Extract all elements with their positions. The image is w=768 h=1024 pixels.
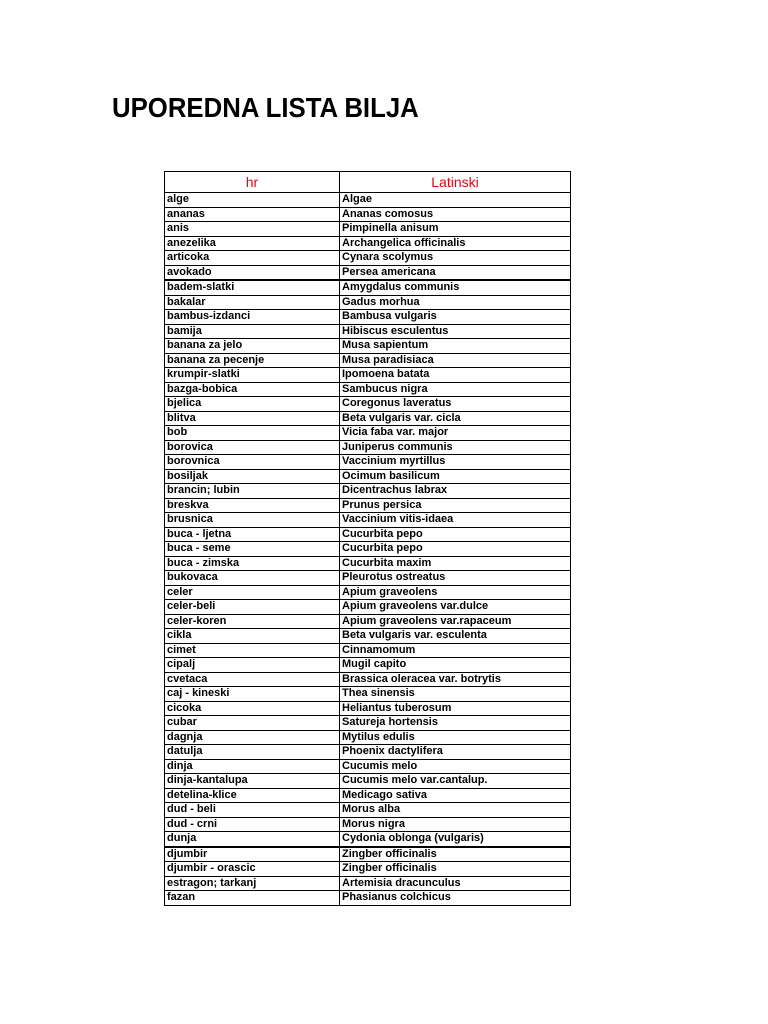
table-row <box>165 629 571 644</box>
table-row <box>165 730 571 745</box>
latin-name-cell: Hibiscus esculentus <box>340 324 571 339</box>
latin-name-cell: Bambusa vulgaris <box>340 310 571 325</box>
croatian-name-cell: bukovaca <box>165 571 340 586</box>
table-row <box>165 716 571 731</box>
croatian-name-cell: bambus-izdanci <box>165 310 340 325</box>
latin-name-cell: Ipomoena batata <box>340 368 571 383</box>
croatian-name-cell: cipalj <box>165 658 340 673</box>
latin-name-cell: Coregonus laveratus <box>340 397 571 412</box>
croatian-name-cell: krumpir-slatki <box>165 368 340 383</box>
table-row <box>165 585 571 600</box>
latin-name-cell: Cucurbita maxim <box>340 556 571 571</box>
latin-name-cell: Cucumis melo <box>340 759 571 774</box>
latin-name-cell: Beta vulgaris var. cicla <box>340 411 571 426</box>
latin-name-cell: Musa sapientum <box>340 339 571 354</box>
latin-name-cell: Sambucus nigra <box>340 382 571 397</box>
latin-name-cell: Phoenix dactylifera <box>340 745 571 760</box>
table-row <box>165 193 571 208</box>
table-row <box>165 556 571 571</box>
latin-name-cell: Musa paradisiaca <box>340 353 571 368</box>
latin-name-cell: Apium graveolens <box>340 585 571 600</box>
croatian-name-cell: djumbir - orascic <box>165 862 340 877</box>
croatian-name-cell: buca - zimska <box>165 556 340 571</box>
table-row <box>165 513 571 528</box>
table-row <box>165 280 571 295</box>
croatian-name-cell: celer <box>165 585 340 600</box>
croatian-name-cell: borovica <box>165 440 340 455</box>
croatian-name-cell: fazan <box>165 891 340 906</box>
table-row <box>165 759 571 774</box>
latin-name-cell: Cynara scolymus <box>340 251 571 266</box>
table-row <box>165 339 571 354</box>
table-row <box>165 876 571 891</box>
croatian-name-cell: cicoka <box>165 701 340 716</box>
latin-name-cell: Dicentrachus labrax <box>340 484 571 499</box>
croatian-name-cell: brancin; lubin <box>165 484 340 499</box>
croatian-name-cell: caj - kineski <box>165 687 340 702</box>
latin-name-cell: Mugil capito <box>340 658 571 673</box>
table-row <box>165 469 571 484</box>
table-row <box>165 542 571 557</box>
table-row <box>165 745 571 760</box>
latin-name-cell: Ocimum basilicum <box>340 469 571 484</box>
latin-name-cell: Brassica oleracea var. botrytis <box>340 672 571 687</box>
croatian-name-cell: djumbir <box>165 847 340 862</box>
latin-name-cell: Amygdalus communis <box>340 280 571 295</box>
croatian-name-cell: avokado <box>165 265 340 280</box>
table-row <box>165 891 571 906</box>
latin-name-cell: Pimpinella anisum <box>340 222 571 237</box>
latin-name-cell: Apium graveolens var.rapaceum <box>340 614 571 629</box>
croatian-name-cell: dinja <box>165 759 340 774</box>
croatian-name-cell: datulja <box>165 745 340 760</box>
croatian-name-cell: dunja <box>165 832 340 847</box>
table-row <box>165 527 571 542</box>
croatian-name-cell: buca - seme <box>165 542 340 557</box>
latin-name-cell: Cucumis melo var.cantalup. <box>340 774 571 789</box>
croatian-name-cell: cimet <box>165 643 340 658</box>
croatian-name-cell: bob <box>165 426 340 441</box>
croatian-name-cell: bakalar <box>165 295 340 310</box>
croatian-name-cell: buca - ljetna <box>165 527 340 542</box>
table-row <box>165 701 571 716</box>
latin-name-cell: Cucurbita pepo <box>340 527 571 542</box>
latin-name-cell: Satureja hortensis <box>340 716 571 731</box>
croatian-name-cell: estragon; tarkanj <box>165 876 340 891</box>
table-row <box>165 368 571 383</box>
latin-name-cell: Cydonia oblonga (vulgaris) <box>340 832 571 847</box>
table-row <box>165 788 571 803</box>
table-row <box>165 310 571 325</box>
column-header-hr: hr <box>165 172 340 193</box>
croatian-name-cell: articoka <box>165 251 340 266</box>
latin-name-cell: Juniperus communis <box>340 440 571 455</box>
croatian-name-cell: cvetaca <box>165 672 340 687</box>
croatian-name-cell: dagnja <box>165 730 340 745</box>
latin-name-cell: Ananas comosus <box>340 207 571 222</box>
table-row <box>165 658 571 673</box>
croatian-name-cell: anezelika <box>165 236 340 251</box>
column-header-latinski: Latinski <box>340 172 571 193</box>
croatian-name-cell: bamija <box>165 324 340 339</box>
latin-name-cell: Apium graveolens var.dulce <box>340 600 571 615</box>
table-row <box>165 265 571 280</box>
latin-name-cell: Mytilus edulis <box>340 730 571 745</box>
croatian-name-cell: bosiljak <box>165 469 340 484</box>
table-row <box>165 817 571 832</box>
page-title: UPOREDNA LISTA BILJA <box>112 92 419 123</box>
latin-name-cell: Zingber officinalis <box>340 862 571 877</box>
croatian-name-cell: badem-slatki <box>165 280 340 295</box>
table-row <box>165 324 571 339</box>
latin-name-cell: Zingber officinalis <box>340 847 571 862</box>
latin-name-cell: Cucurbita pepo <box>340 542 571 557</box>
croatian-name-cell: banana za jelo <box>165 339 340 354</box>
croatian-name-cell: blitva <box>165 411 340 426</box>
croatian-name-cell: borovnica <box>165 455 340 470</box>
table-row <box>165 353 571 368</box>
table-row <box>165 774 571 789</box>
latin-name-cell: Algae <box>340 193 571 208</box>
croatian-name-cell: brusnica <box>165 513 340 528</box>
table-row <box>165 207 571 222</box>
latin-name-cell: Prunus persica <box>340 498 571 513</box>
latin-name-cell: Vaccinium myrtillus <box>340 455 571 470</box>
croatian-name-cell: detelina-klice <box>165 788 340 803</box>
croatian-name-cell: anis <box>165 222 340 237</box>
latin-name-cell: Vicia faba var. major <box>340 426 571 441</box>
latin-name-cell: Beta vulgaris var. esculenta <box>340 629 571 644</box>
latin-name-cell: Phasianus colchicus <box>340 891 571 906</box>
croatian-name-cell: ananas <box>165 207 340 222</box>
table-row <box>165 236 571 251</box>
table-row <box>165 295 571 310</box>
table-row <box>165 426 571 441</box>
table-row <box>165 498 571 513</box>
croatian-name-cell: celer-koren <box>165 614 340 629</box>
table-row <box>165 803 571 818</box>
croatian-name-cell: bjelica <box>165 397 340 412</box>
table-row <box>165 571 571 586</box>
table-row <box>165 411 571 426</box>
latin-name-cell: Medicago sativa <box>340 788 571 803</box>
croatian-name-cell: bazga-bobica <box>165 382 340 397</box>
croatian-name-cell: banana za pecenje <box>165 353 340 368</box>
latin-name-cell: Vaccinium vitis-idaea <box>340 513 571 528</box>
croatian-name-cell: dinja-kantalupa <box>165 774 340 789</box>
table-row <box>165 687 571 702</box>
table-header-row <box>165 172 571 193</box>
table-row <box>165 484 571 499</box>
latin-name-cell: Pleurotus ostreatus <box>340 571 571 586</box>
croatian-name-cell: alge <box>165 193 340 208</box>
latin-name-cell: Gadus morhua <box>340 295 571 310</box>
latin-name-cell: Archangelica officinalis <box>340 236 571 251</box>
table-row <box>165 847 571 862</box>
table-body <box>165 193 571 906</box>
table-row <box>165 862 571 877</box>
croatian-name-cell: dud - crni <box>165 817 340 832</box>
plant-comparison-table <box>164 171 571 906</box>
table-row <box>165 614 571 629</box>
croatian-name-cell: dud - beli <box>165 803 340 818</box>
croatian-name-cell: cubar <box>165 716 340 731</box>
latin-name-cell: Morus nigra <box>340 817 571 832</box>
croatian-name-cell: breskva <box>165 498 340 513</box>
table-row <box>165 672 571 687</box>
latin-name-cell: Thea sinensis <box>340 687 571 702</box>
table-row <box>165 222 571 237</box>
latin-name-cell: Heliantus tuberosum <box>340 701 571 716</box>
latin-name-cell: Persea americana <box>340 265 571 280</box>
croatian-name-cell: cikla <box>165 629 340 644</box>
croatian-name-cell: celer-beli <box>165 600 340 615</box>
table-row <box>165 397 571 412</box>
latin-name-cell: Morus alba <box>340 803 571 818</box>
latin-name-cell: Artemisia dracunculus <box>340 876 571 891</box>
table-row <box>165 251 571 266</box>
table-row <box>165 440 571 455</box>
table-row <box>165 600 571 615</box>
table-row <box>165 382 571 397</box>
table-row <box>165 455 571 470</box>
table-row <box>165 643 571 658</box>
table-row <box>165 832 571 847</box>
latin-name-cell: Cinnamomum <box>340 643 571 658</box>
